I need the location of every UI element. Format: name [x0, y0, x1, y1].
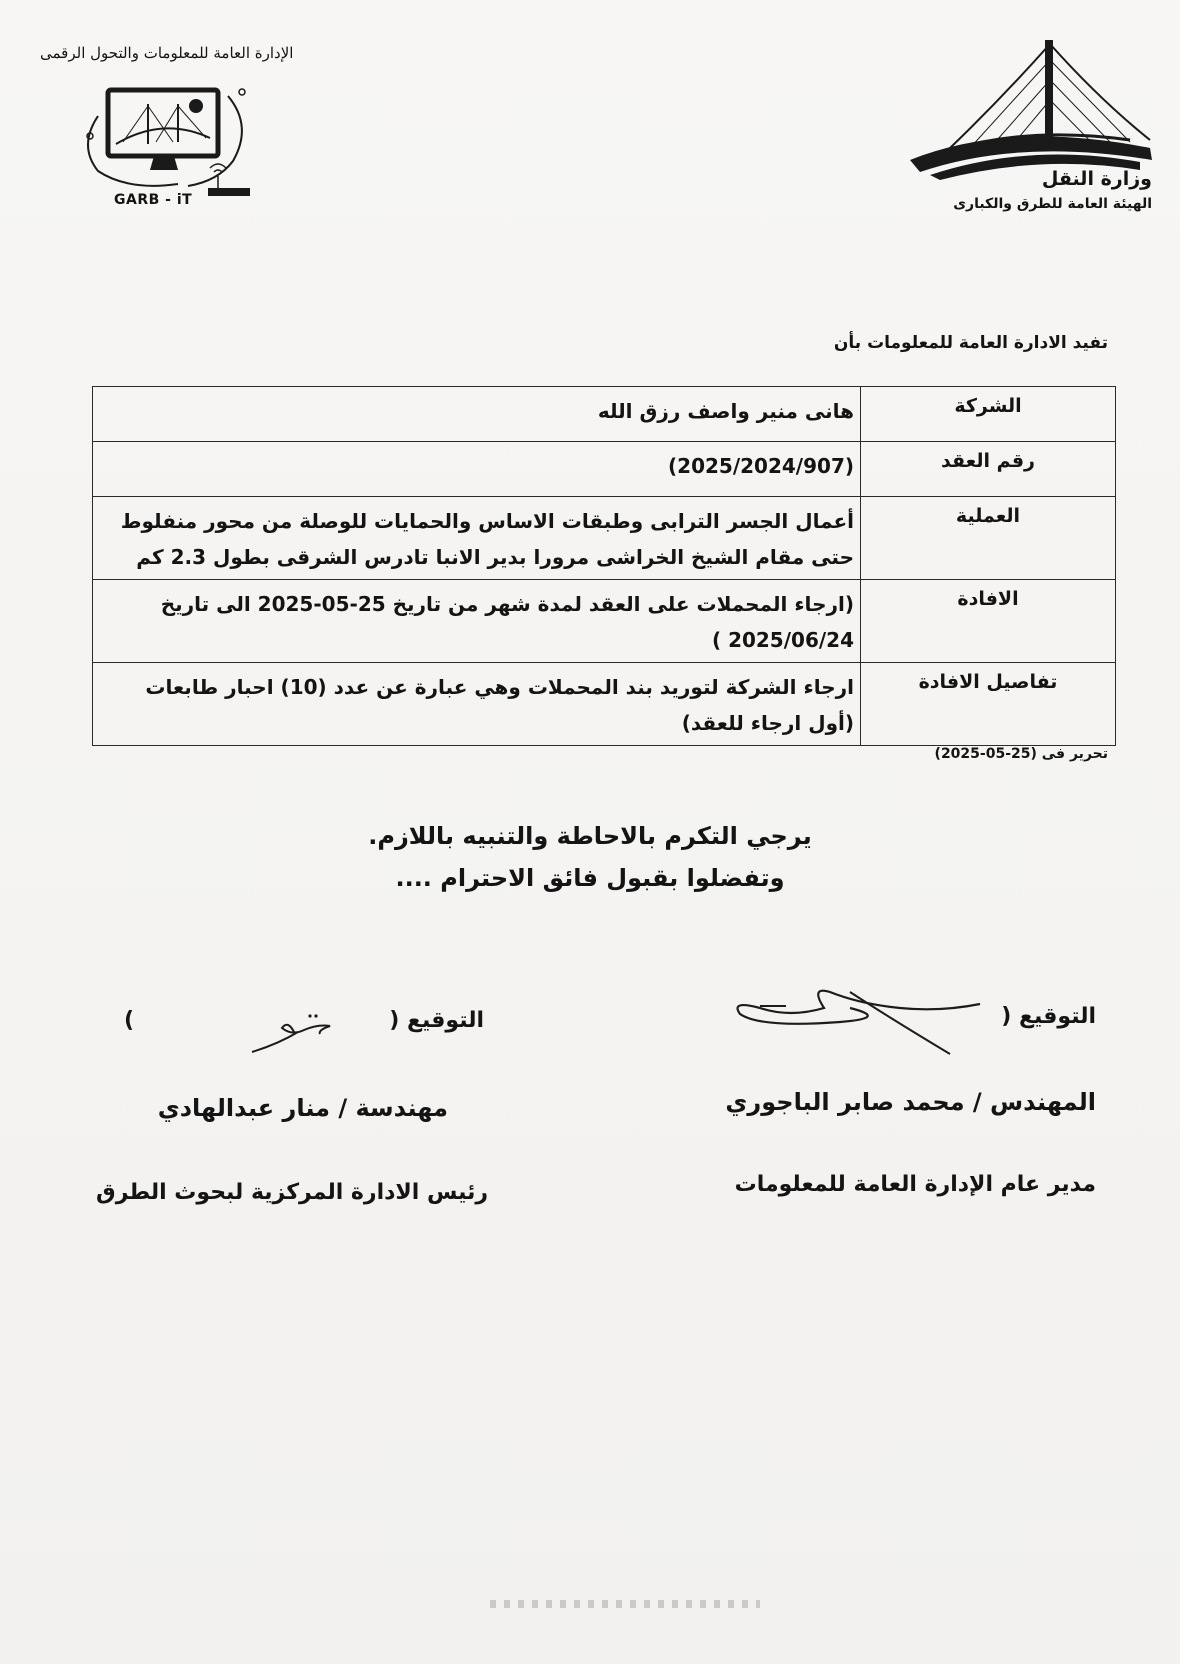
table-row	[93, 442, 1116, 497]
signer-title-left: رئيس الادارة المركزية لبحوث الطرق	[96, 1180, 488, 1205]
table-row	[93, 387, 1116, 442]
handwritten-signature-left	[248, 1010, 358, 1060]
signer-name-right: المهندس / محمد صابر الباجوري	[725, 1088, 1096, 1116]
garb-it-label: GARB - iT	[114, 192, 193, 208]
row-label: رقم العقد	[861, 442, 1116, 497]
it-department-name: الإدارة العامة للمعلومات والتحول الرقمى	[40, 44, 294, 62]
signature-label-left-close: )	[124, 1008, 135, 1033]
info-table	[92, 386, 1116, 746]
row-label: تفاصيل الافادة	[861, 663, 1116, 746]
ministry-logo	[890, 30, 1160, 220]
signature-label-left-text: التوقيع (	[389, 1008, 484, 1033]
ministry-name: وزارة النقل	[1041, 168, 1152, 190]
row-value: (2025/2024/907)	[93, 442, 861, 497]
row-label: العملية	[861, 497, 1116, 580]
handwritten-signature-right	[720, 978, 990, 1058]
row-value: ارجاء الشركة لتوريد بند المحملات وهي عبارة عن عدد (10) احبار طابعات (أول ارجاء للعقد)	[93, 663, 861, 746]
closing-line-2: وتفضلوا بقبول فائق الاحترام ....	[395, 864, 785, 892]
intro-text: تفيد الادارة العامة للمعلومات بأن	[833, 333, 1108, 353]
it-department-logo	[38, 40, 294, 220]
table-row	[93, 663, 1116, 746]
footer-print-mark	[490, 1600, 760, 1608]
closing-line-1: يرجي التكرم بالاحاطة والتنبيه باللازم.	[368, 822, 812, 850]
row-value: أعمال الجسر الترابى وطبقات الاساس والحمايات للوصلة من محور منفلوط حتى مقام الشيخ الخراشى مرورا بدير الانبا تادرس الشرقى بطول 2.3 كم	[93, 497, 861, 580]
row-value: (ارجاء المحملات على العقد لمدة شهر من تاريخ 25-05-2025 الى تاريخ 2025/06/24 )	[93, 580, 861, 663]
row-value: هانى منير واصف رزق الله	[93, 387, 861, 442]
row-label: الشركة	[861, 387, 1116, 442]
signer-name-left: مهندسة / منار عبدالهادي	[157, 1094, 448, 1122]
issue-date: تحرير فى (25-05-2025)	[934, 746, 1108, 762]
table-row	[93, 497, 1116, 580]
signature-label-right: التوقيع (	[1001, 1004, 1096, 1029]
row-label: الافادة	[861, 580, 1116, 663]
signer-title-right: مدير عام الإدارة العامة للمعلومات	[734, 1172, 1096, 1197]
table-row	[93, 580, 1116, 663]
authority-name: الهيئة العامة للطرق والكبارى	[953, 196, 1152, 212]
monitor-bridge-icon	[68, 76, 268, 196]
bridge-icon	[890, 30, 1160, 180]
